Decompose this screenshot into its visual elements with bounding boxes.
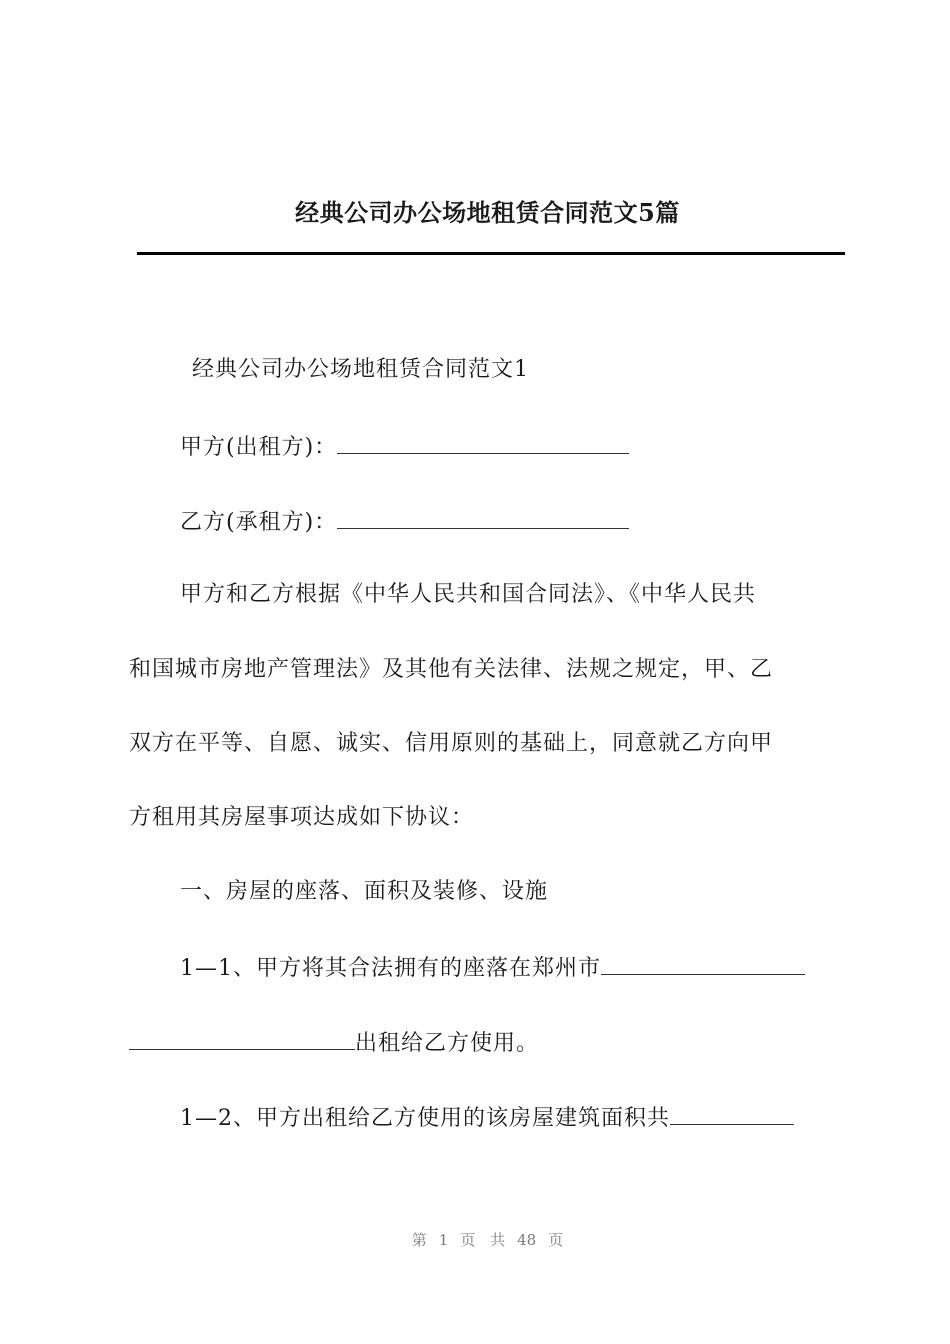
clause-1-2-prefix: 1—2、甲方出租给乙方使用的该房屋建筑面积共 — [180, 1106, 670, 1131]
party-b-label: 乙方(承租方)： — [180, 510, 338, 535]
intro-line: 和国城市房地产管理法》及其他有关法律、法规之规定，甲、乙 — [129, 657, 774, 682]
section-heading: 经典公司办公场地租赁合同范文1 — [192, 357, 529, 382]
footer-total-pages: 48 — [517, 1231, 537, 1249]
clause-1-1-suffix: 出租给乙方使用。 — [355, 1031, 540, 1056]
party-b-blank — [337, 506, 629, 529]
clause-1-2-line — [180, 1102, 845, 1134]
footer-page-of: 页 共 — [460, 1231, 506, 1249]
party-a-label: 甲方(出租方)： — [180, 435, 338, 460]
clause-1-1-continuation — [129, 1027, 845, 1059]
page-footer — [0, 1229, 950, 1251]
clause-1-1-blank-continued — [129, 1027, 355, 1050]
clause-1-1-line — [180, 952, 845, 984]
clause-1-1-prefix: 1—1、甲方将其合法拥有的座落在郑州市 — [180, 956, 601, 981]
footer-current-page: 1 — [438, 1231, 449, 1249]
intro-line: 甲方和乙方根据《中华人民共和国合同法》、《中华人民共 — [180, 582, 757, 607]
footer-page-end: 页 — [548, 1231, 564, 1249]
clause-1-1-blank — [601, 952, 805, 975]
party-a-line — [180, 431, 845, 463]
party-a-blank — [337, 431, 629, 454]
intro-line: 方租用其房屋事项达成如下协议： — [129, 805, 475, 830]
clause-1-heading: 一、房屋的座落、面积及装修、设施 — [180, 879, 549, 904]
clause-1-2-blank — [670, 1102, 794, 1125]
intro-line: 双方在平等、自愿、诚实、信用原则的基础上，同意就乙方向甲 — [129, 731, 774, 756]
document-title: 经典公司办公场地租赁合同范文5篇 — [295, 198, 680, 227]
party-b-line — [180, 506, 845, 538]
title-divider — [137, 252, 845, 255]
footer-page-word: 第 — [411, 1231, 427, 1249]
